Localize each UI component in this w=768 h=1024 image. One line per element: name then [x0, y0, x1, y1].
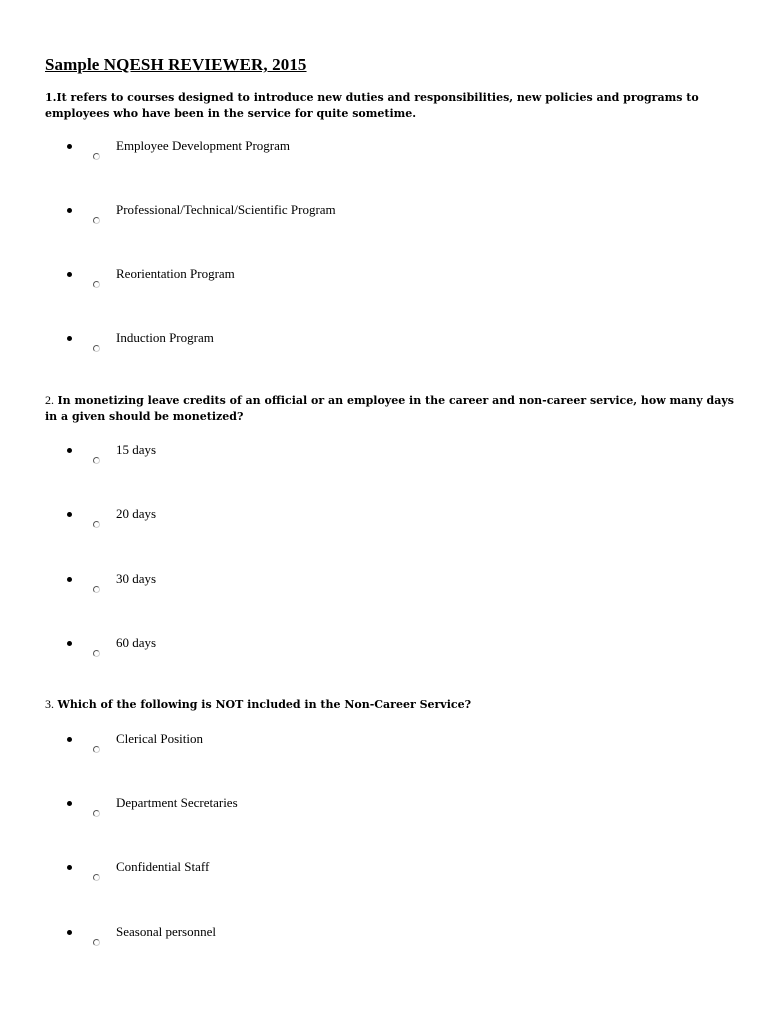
radio-button-icon[interactable]: [93, 810, 100, 817]
radio-button-icon[interactable]: [93, 586, 100, 593]
bullet-icon: [67, 865, 72, 870]
radio-button-icon[interactable]: [93, 650, 100, 657]
radio-button-icon[interactable]: [93, 521, 100, 528]
bullet-icon: [67, 801, 72, 806]
option-label: 60 days: [116, 635, 157, 650]
option-2a[interactable]: [0, 444, 700, 484]
bullet-icon: [67, 577, 72, 582]
option-label: Induction Program: [116, 330, 214, 345]
option-2b[interactable]: [0, 508, 700, 548]
question-number: 1.: [45, 91, 57, 104]
option-3c[interactable]: [0, 861, 700, 901]
bullet-icon: [67, 272, 72, 277]
question-2: [45, 392, 735, 425]
option-label: Seasonal personnel: [116, 924, 217, 939]
question-3: [45, 696, 735, 713]
option-1a[interactable]: [0, 140, 700, 180]
radio-button-icon[interactable]: [93, 153, 100, 160]
question-number: 2.: [45, 393, 54, 407]
option-2c[interactable]: [0, 573, 700, 613]
option-label: Clerical Position: [116, 731, 204, 746]
bullet-icon: [67, 737, 72, 742]
bullet-icon: [67, 144, 72, 149]
option-label: Confidential Staff: [116, 859, 210, 874]
bullet-icon: [67, 930, 72, 935]
radio-button-icon[interactable]: [93, 746, 100, 753]
option-label: 20 days: [116, 506, 157, 521]
option-2d[interactable]: [0, 637, 700, 677]
bullet-icon: [67, 641, 72, 646]
option-3d[interactable]: [0, 926, 700, 966]
bullet-icon: [67, 336, 72, 341]
bullet-icon: [67, 512, 72, 517]
radio-button-icon[interactable]: [93, 874, 100, 881]
question-text: In monetizing leave credits of an official or an employee in the career and non-career service, how many days in a given should be monetized?: [45, 394, 734, 423]
option-3a[interactable]: [0, 733, 700, 773]
option-3b[interactable]: [0, 797, 700, 837]
option-1c[interactable]: [0, 268, 700, 308]
radio-button-icon[interactable]: [93, 281, 100, 288]
question-number: 3.: [45, 697, 54, 711]
option-label: Department Secretaries: [116, 795, 238, 810]
question-text: It refers to courses designed to introduce new duties and responsibilities, new policies and programs to employees who have been in the service for quite sometime.: [45, 91, 699, 120]
option-1d[interactable]: [0, 332, 700, 372]
option-label: 30 days: [116, 571, 157, 586]
option-label: Reorientation Program: [116, 266, 235, 281]
question-1: [45, 90, 735, 122]
radio-button-icon[interactable]: [93, 217, 100, 224]
document-title: Sample NQESH REVIEWER, 2015: [45, 55, 307, 74]
radio-button-icon[interactable]: [93, 345, 100, 352]
bullet-icon: [67, 448, 72, 453]
option-1b[interactable]: [0, 204, 700, 244]
radio-button-icon[interactable]: [93, 457, 100, 464]
bullet-icon: [67, 208, 72, 213]
option-label: Employee Development Program: [116, 138, 291, 153]
option-label: 15 days: [116, 442, 157, 457]
option-label: Professional/Technical/Scientific Program: [116, 202, 336, 217]
question-text: Which of the following is NOT included in the Non-Career Service?: [57, 698, 472, 711]
radio-button-icon[interactable]: [93, 939, 100, 946]
